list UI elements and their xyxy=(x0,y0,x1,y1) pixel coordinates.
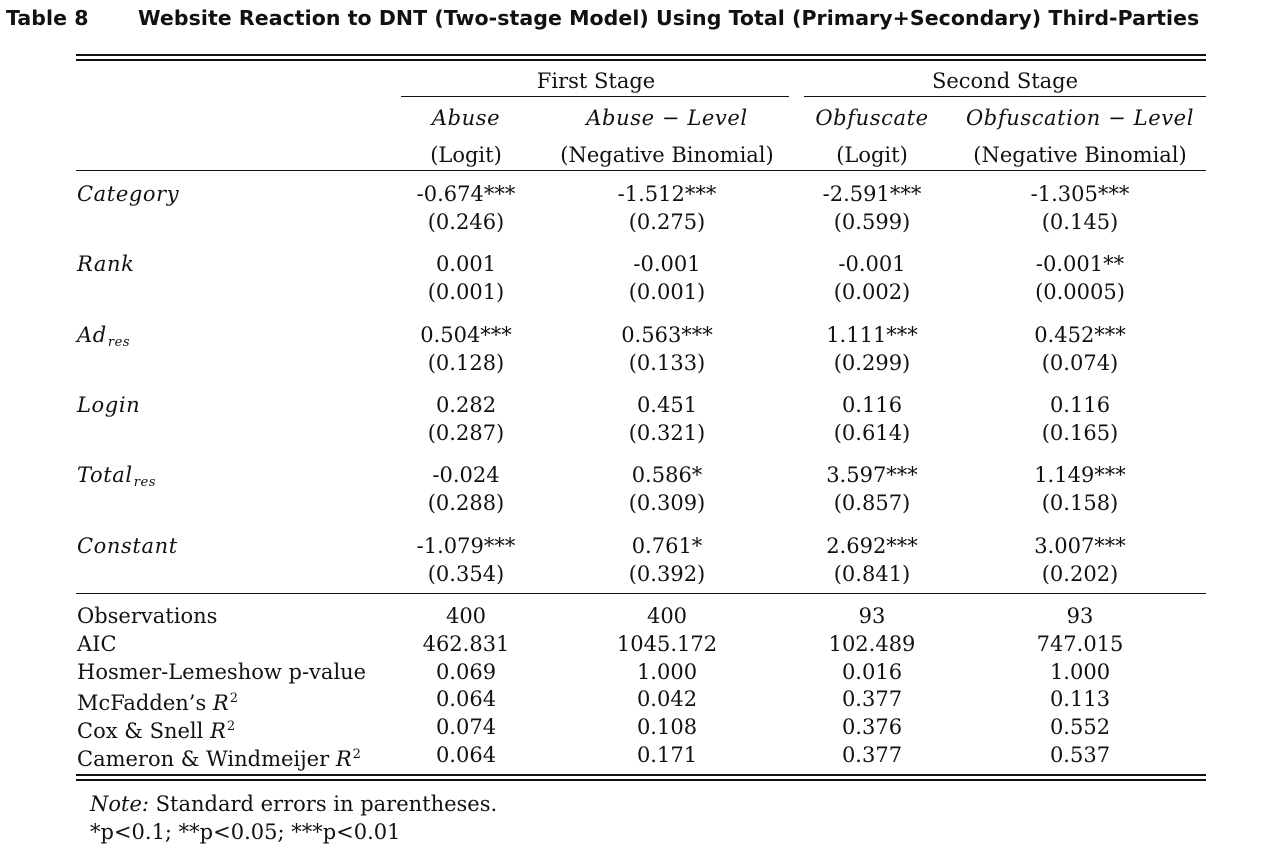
coefficient-cell: 0.451 xyxy=(636,392,698,417)
variable-name xyxy=(77,463,156,495)
coefficient-cell: -2.591*** xyxy=(822,182,922,206)
coefficient-cell: 2.692*** xyxy=(826,533,918,558)
std-error-cell: (0.202) xyxy=(1041,561,1119,586)
r-squared-symbol: R xyxy=(212,691,229,716)
model-type: (Logit) xyxy=(430,143,502,167)
std-error-cell: (0.288) xyxy=(427,491,505,516)
stage-underline-second xyxy=(804,96,1206,97)
stat-value-cell: 0.064 xyxy=(435,687,497,712)
bottom-rule-2 xyxy=(76,779,1206,781)
coefficient-cell: 0.452*** xyxy=(1034,322,1126,347)
stat-label-text: Hosmer-Lemeshow p-value xyxy=(77,659,367,684)
stat-value-cell: 462.831 xyxy=(422,631,510,656)
coefficient-cell: 0.116 xyxy=(841,392,903,417)
r-squared-symbol: R xyxy=(210,719,226,744)
coefficient-cell: -0.001 xyxy=(633,252,701,277)
model-name: Abuse − Level xyxy=(586,106,748,130)
coefficient-cell: 3.597*** xyxy=(826,463,918,488)
table-title: Website Reaction to DNT (Two-stage Model) Using Total (Primary+Secondary) Third-Parties xyxy=(138,6,1200,30)
coefficient-cell: -0.001** xyxy=(1035,252,1125,277)
variable-name xyxy=(77,323,130,355)
stat-value-cell: 0.377 xyxy=(841,743,903,767)
r-squared-symbol: R xyxy=(335,747,352,771)
std-error-cell: (0.857) xyxy=(833,491,911,516)
std-error-cell: (0.133) xyxy=(628,350,706,375)
coefficient-cell: 0.586* xyxy=(631,463,703,488)
std-error-cell: (0.165) xyxy=(1041,420,1119,445)
stat-value-cell: 0.016 xyxy=(841,659,903,684)
stat-label xyxy=(77,687,238,715)
coefficient-cell: 3.007*** xyxy=(1034,533,1126,558)
model-type: (Negative Binomial) xyxy=(973,143,1187,167)
coefficient-cell: -1.305*** xyxy=(1030,182,1130,206)
stats-rule xyxy=(76,593,1206,594)
stat-label-text: Observations xyxy=(77,604,218,628)
std-error-cell: (0.309) xyxy=(628,491,706,516)
std-error-cell: (0.599) xyxy=(833,210,911,234)
table-caption xyxy=(6,6,1282,30)
bottom-rule xyxy=(76,774,1206,776)
stage-header-first: First Stage xyxy=(536,69,656,93)
stat-value-cell: 0.074 xyxy=(435,715,497,740)
variable-name xyxy=(77,182,179,206)
table-label: Table 8 xyxy=(6,6,89,30)
std-error-cell: (0.0005) xyxy=(1035,280,1125,305)
std-error-cell: (0.841) xyxy=(833,561,911,586)
coefficient-cell: 0.761* xyxy=(631,533,703,558)
stat-value-cell: 93 xyxy=(858,604,886,628)
stat-value-cell: 0.064 xyxy=(435,743,497,767)
table-note xyxy=(90,792,497,816)
std-error-cell: (0.002) xyxy=(833,280,911,305)
stat-value-cell: 0.537 xyxy=(1049,743,1111,767)
variable-label: Ad xyxy=(77,322,107,347)
std-error-cell: (0.299) xyxy=(833,350,911,375)
coefficient-cell: 1.111*** xyxy=(826,322,918,347)
stat-value-cell: 0.108 xyxy=(636,715,698,740)
coefficient-cell: 0.116 xyxy=(1049,392,1111,417)
stat-value-cell: 747.015 xyxy=(1036,631,1124,656)
model-name: Abuse xyxy=(431,106,501,130)
stat-value-cell: 0.377 xyxy=(841,687,903,712)
stat-value-cell: 0.069 xyxy=(435,659,497,684)
std-error-cell: (0.145) xyxy=(1041,210,1119,234)
stat-label xyxy=(77,743,361,771)
std-error-cell: (0.614) xyxy=(833,420,911,445)
r-squared-power: 2 xyxy=(352,747,361,762)
stat-value-cell: 0.552 xyxy=(1049,715,1111,740)
header-rule xyxy=(76,170,1206,171)
variable-label: Rank xyxy=(77,252,135,277)
stat-value-cell: 400 xyxy=(445,604,487,628)
stat-value-cell: 93 xyxy=(1066,604,1094,628)
stat-label xyxy=(77,660,366,684)
variable-label: Constant xyxy=(77,533,178,558)
model-type: (Logit) xyxy=(836,143,908,167)
stat-value-cell: 0.042 xyxy=(636,687,698,712)
std-error-cell: (0.158) xyxy=(1041,491,1119,516)
coefficient-cell: 0.001 xyxy=(435,252,497,277)
stat-value-cell: 1045.172 xyxy=(616,631,718,656)
variable-label: Login xyxy=(77,392,141,417)
std-error-cell: (0.287) xyxy=(427,420,505,445)
std-error-cell: (0.392) xyxy=(628,561,706,586)
std-error-cell: (0.074) xyxy=(1041,350,1119,375)
std-error-cell: (0.321) xyxy=(628,420,706,445)
top-rule-2 xyxy=(76,59,1206,61)
r-squared-power: 2 xyxy=(229,691,239,707)
stat-value-cell: 1.000 xyxy=(636,659,698,684)
note-label: Note: xyxy=(90,792,149,816)
stat-label-text: McFadden’s xyxy=(77,691,207,716)
std-error-cell: (0.001) xyxy=(427,280,505,305)
std-error-cell: (0.001) xyxy=(628,280,706,305)
stage-underline-first xyxy=(401,96,789,97)
stat-label xyxy=(77,632,117,656)
significance-note: *p<0.1; **p<0.05; ***p<0.01 xyxy=(90,820,401,844)
coefficient-cell: -1.512*** xyxy=(617,182,717,206)
coefficient-cell: -1.079*** xyxy=(416,533,516,558)
coefficient-cell: -0.674*** xyxy=(416,182,516,206)
std-error-cell: (0.128) xyxy=(427,350,505,375)
std-error-cell: (0.275) xyxy=(628,210,706,234)
stat-label-text: AIC xyxy=(77,631,117,656)
stat-value-cell: 1.000 xyxy=(1049,659,1111,684)
coefficient-cell: 0.282 xyxy=(435,392,497,417)
note-text: Standard errors in parentheses. xyxy=(148,792,498,816)
stat-value-cell: 0.171 xyxy=(636,743,698,767)
variable-name xyxy=(77,534,178,558)
model-type: (Negative Binomial) xyxy=(560,143,774,167)
stat-label xyxy=(77,604,217,628)
stat-value-cell: 400 xyxy=(646,604,688,628)
variable-subscript: res xyxy=(107,334,131,350)
variable-subscript: res xyxy=(133,475,157,491)
stat-label-text: Cameron & Windmeijer xyxy=(77,747,330,771)
top-rule xyxy=(76,54,1206,56)
stat-value-cell: 102.489 xyxy=(828,631,916,656)
coefficient-cell: 0.563*** xyxy=(621,322,713,347)
std-error-cell: (0.354) xyxy=(427,561,505,586)
variable-label: Category xyxy=(77,182,180,206)
stage-header-second: Second Stage xyxy=(931,69,1079,93)
stat-label-text: Cox & Snell xyxy=(77,719,204,744)
coefficient-cell: 0.504*** xyxy=(420,322,512,347)
stat-value-cell: 0.376 xyxy=(841,715,903,740)
model-name: Obfuscate xyxy=(815,106,929,130)
variable-name xyxy=(77,252,134,276)
r-squared-power: 2 xyxy=(226,719,236,735)
stat-label xyxy=(77,715,235,743)
coefficient-cell: -0.001 xyxy=(838,252,906,277)
stat-value-cell: 0.113 xyxy=(1049,687,1111,712)
std-error-cell: (0.246) xyxy=(427,210,505,234)
model-name: Obfuscation − Level xyxy=(965,106,1195,130)
variable-label: Total xyxy=(77,463,133,488)
coefficient-cell: 1.149*** xyxy=(1034,463,1126,488)
variable-name xyxy=(77,393,140,417)
coefficient-cell: -0.024 xyxy=(432,463,500,488)
